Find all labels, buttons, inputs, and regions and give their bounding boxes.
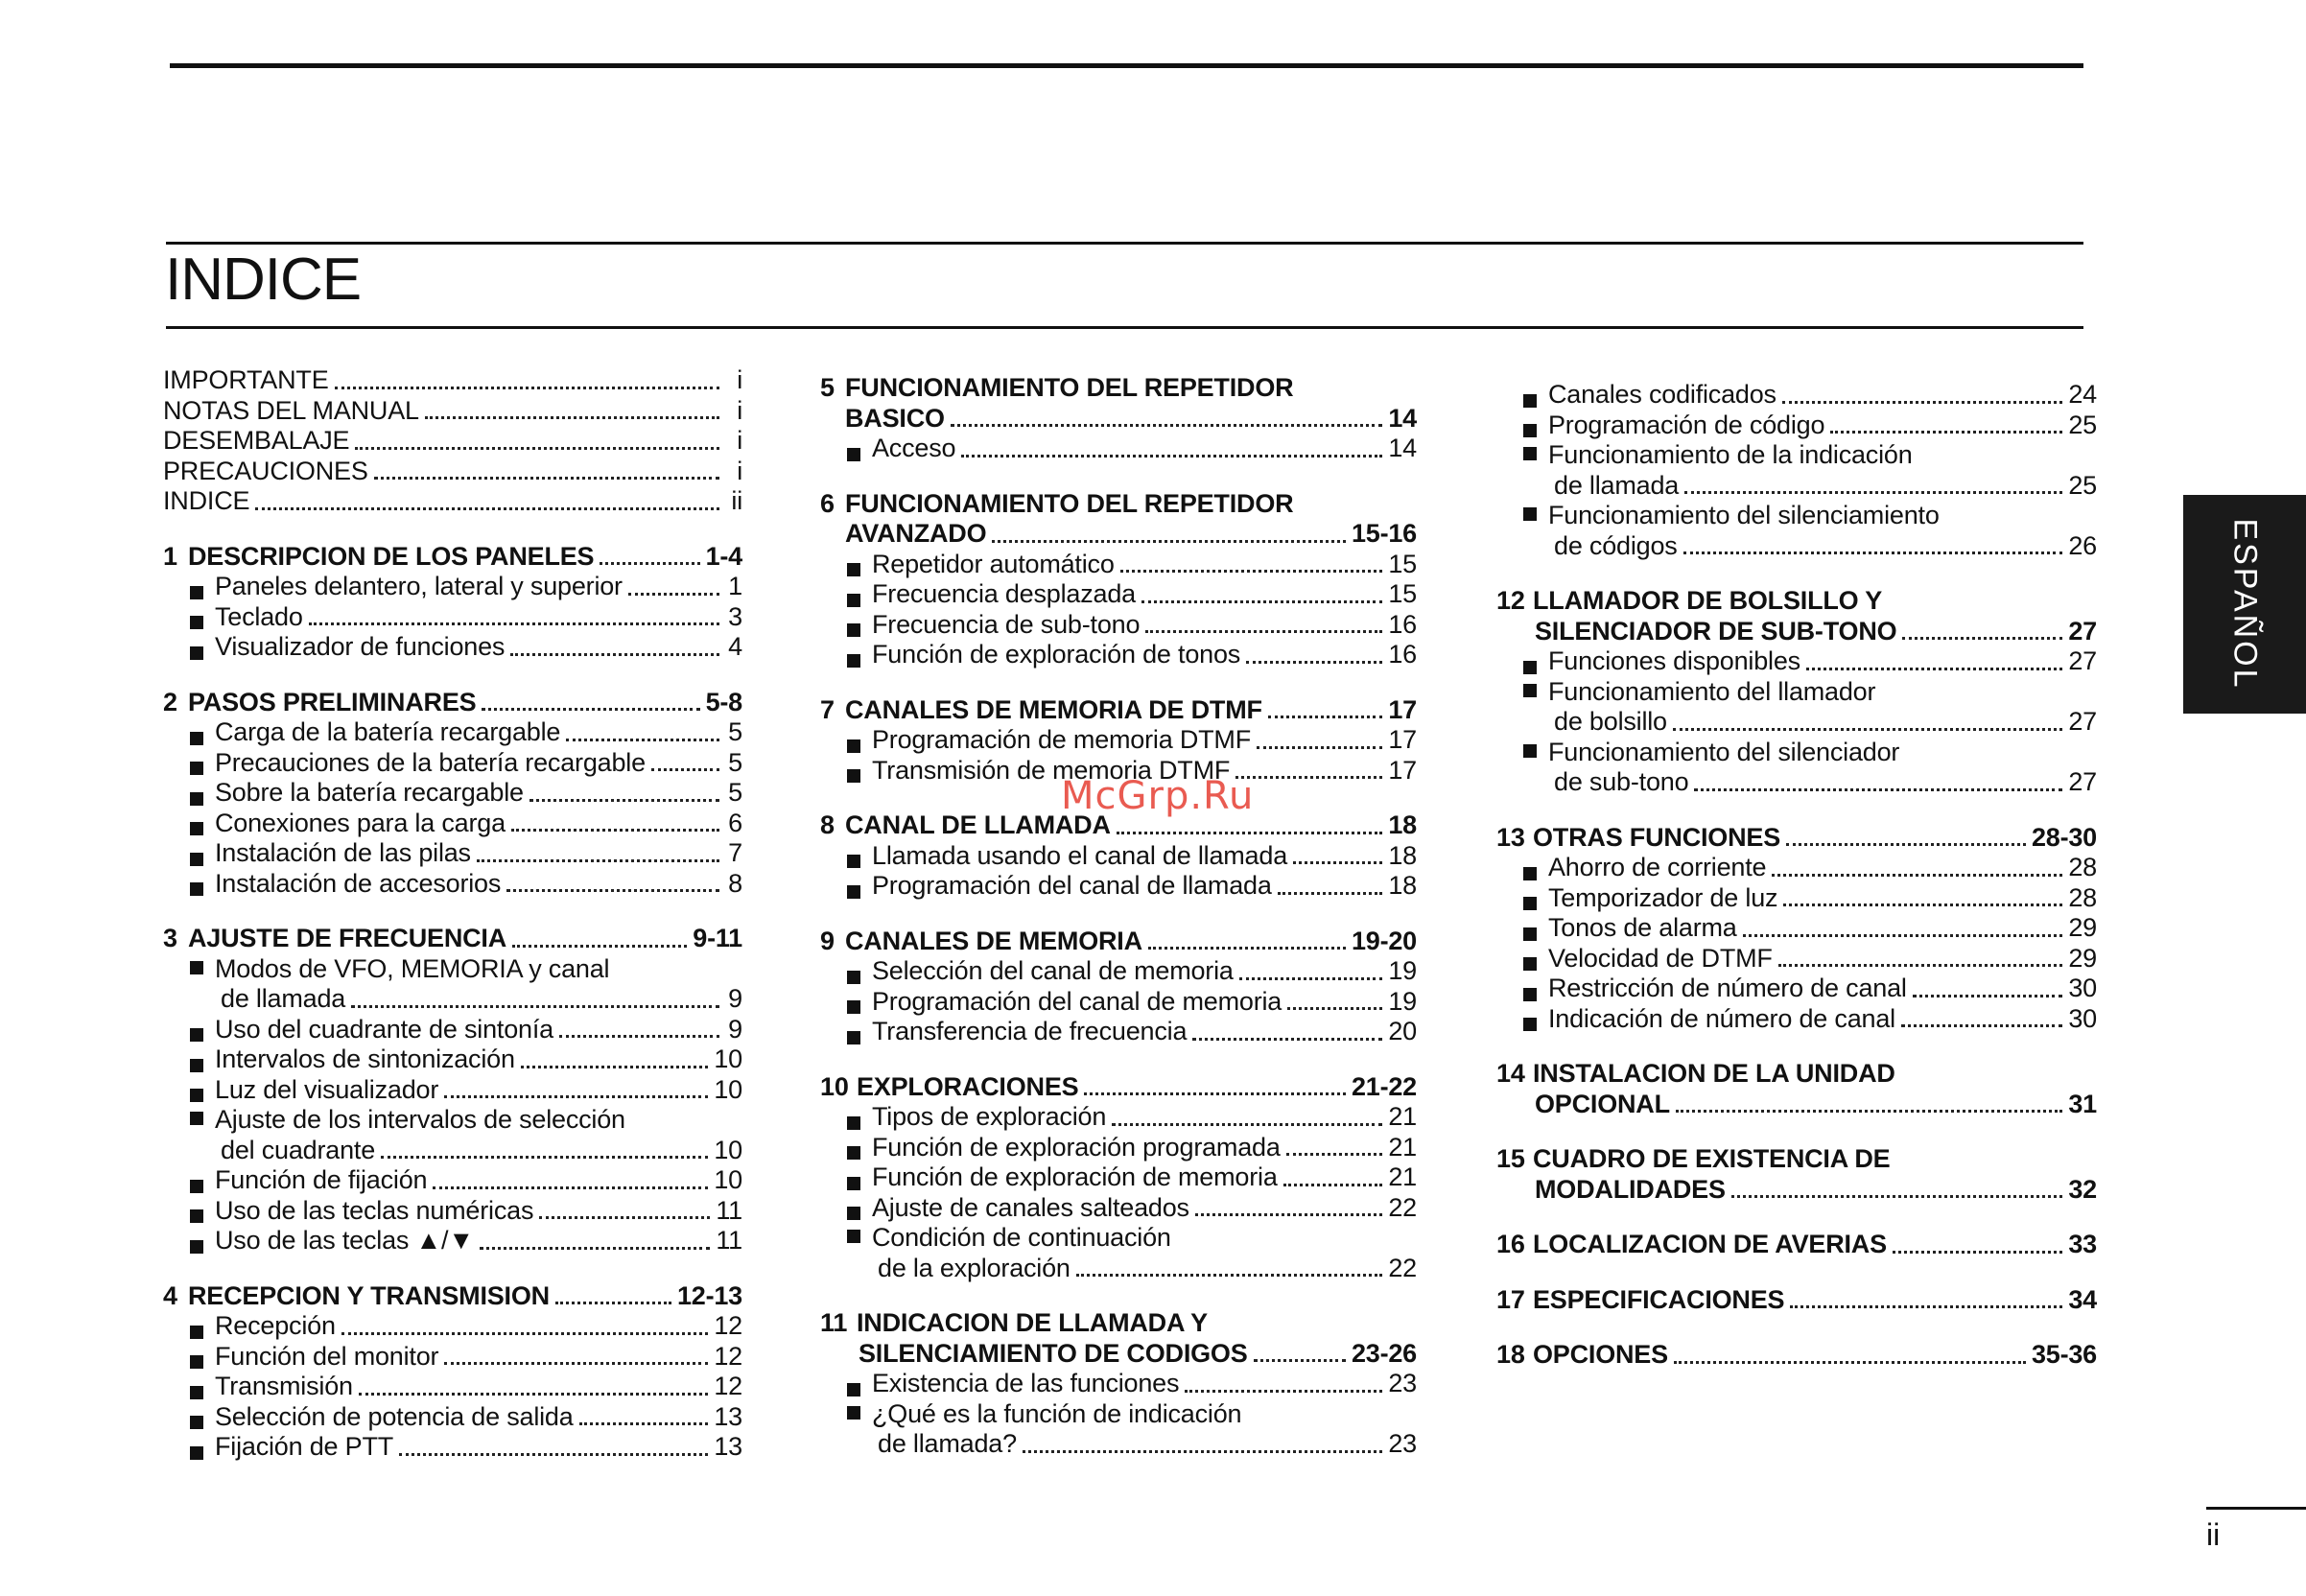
toc-subentry[interactable]: Funciones disponibles 27 (1496, 646, 2097, 677)
toc-subentry-continuation[interactable]: de llamada 9 (221, 984, 742, 1013)
toc-subentry[interactable]: Transmisión 12 (163, 1372, 742, 1402)
toc-subentry[interactable]: Acceso 14 (820, 434, 1417, 464)
toc-subentry[interactable]: Sobre la batería recargable 5 (163, 778, 742, 809)
toc-entry[interactable]: IMPORTANTE i (163, 365, 742, 394)
toc-subentry[interactable]: Ahorro de corriente 28 (1496, 853, 2097, 883)
toc-subentry[interactable]: Frecuencia desplazada 15 (820, 579, 1417, 610)
toc-subentry[interactable]: Función de exploración de tonos 16 (820, 640, 1417, 670)
toc-subentry[interactable]: Uso del cuadrante de sintonía 9 (163, 1015, 742, 1045)
toc-subentry[interactable]: Velocidad de DTMF 29 (1496, 944, 2097, 974)
page-title: INDICE (165, 246, 362, 313)
toc-subentry[interactable]: Frecuencia de sub-tono 16 (820, 610, 1417, 641)
toc-subentry[interactable]: Funcionamiento del silenciador (1496, 738, 2097, 768)
watermark: McGrp.Ru (1061, 774, 1255, 818)
section-heading-16[interactable]: 16 LOCALIZACION DE AVERIAS 33 (1496, 1230, 2097, 1258)
toc-subentry[interactable]: Tipos de exploración 21 (820, 1102, 1417, 1133)
toc-subentry[interactable]: Tonos de alarma 29 (1496, 913, 2097, 944)
toc-subentry[interactable]: Canales codificados 24 (1496, 380, 2097, 411)
toc-column-middle (820, 373, 1417, 1460)
top-rule (170, 63, 2083, 68)
toc-subentry[interactable]: ¿Qué es la función de indicación (820, 1399, 1417, 1430)
toc-subentry[interactable]: Recepción 12 (163, 1311, 742, 1342)
section-heading-6[interactable]: 6 FUNCIONAMIENTO DEL REPETIDOR (820, 488, 1294, 518)
section-heading-6-cont[interactable]: AVANZADO 15-16 (845, 519, 1417, 548)
toc-subentry[interactable]: Transferencia de frecuencia 20 (820, 1017, 1417, 1047)
section-heading-15-cont[interactable]: MODALIDADES 32 (1535, 1174, 2097, 1204)
toc-subentry[interactable]: Precauciones de la batería recargable 5 (163, 748, 742, 779)
section-heading-12[interactable]: 12 LLAMADOR DE BOLSILLO Y (1496, 586, 1883, 615)
toc-subentry[interactable]: Funcionamiento de la indicación (1496, 440, 2097, 471)
toc-subentry[interactable]: Temporizador de luz 28 (1496, 883, 2097, 914)
toc-subentry[interactable]: Programación del canal de llamada 18 (820, 871, 1417, 902)
section-heading-11[interactable]: 11 INDICACION DE LLAMADA Y (820, 1308, 1208, 1337)
section-heading-18[interactable]: 18 OPCIONES 35-36 (1496, 1340, 2097, 1369)
toc-subentry[interactable]: Fijación de PTT 13 (163, 1432, 742, 1463)
section-heading-13[interactable]: 13 OTRAS FUNCIONES 28-30 (1496, 822, 2097, 852)
toc-subentry[interactable]: Función de fijación 10 (163, 1165, 742, 1196)
section-heading-2[interactable]: 2 PASOS PRELIMINARES 5-8 (163, 687, 742, 716)
toc-subentry-continuation[interactable]: del cuadrante 10 (221, 1135, 742, 1164)
toc-subentry[interactable]: Repetidor automático 15 (820, 550, 1417, 580)
toc-subentry-continuation[interactable]: de llamada? 23 (878, 1429, 1417, 1458)
toc-subentry[interactable]: Función de exploración de memoria 21 (820, 1162, 1417, 1193)
toc-subentry[interactable]: Programación de memoria DTMF 17 (820, 725, 1417, 756)
toc-subentry[interactable]: Función de exploración programada 21 (820, 1133, 1417, 1163)
section-heading-5[interactable]: 5 FUNCIONAMIENTO DEL REPETIDOR (820, 373, 1294, 402)
toc-subentry[interactable]: Intervalos de sintonización 10 (163, 1044, 742, 1075)
toc-subentry[interactable]: Funcionamiento del llamador (1496, 677, 2097, 708)
toc-subentry[interactable]: Instalación de las pilas 7 (163, 838, 742, 869)
section-heading-9[interactable]: 9 CANALES DE MEMORIA 19-20 (820, 926, 1417, 955)
toc-subentry[interactable]: Carga de la batería recargable 5 (163, 717, 742, 748)
toc-subentry[interactable]: Llamada usando el canal de llamada 18 (820, 841, 1417, 872)
toc-subentry[interactable]: Funcionamiento del silenciamiento (1496, 501, 2097, 531)
toc-column-left (163, 365, 742, 1463)
toc-subentry[interactable]: Selección del canal de memoria 19 (820, 956, 1417, 987)
toc-subentry[interactable]: Existencia de las funciones 23 (820, 1369, 1417, 1399)
section-heading-15[interactable]: 15 CUADRO DE EXISTENCIA DE (1496, 1144, 1891, 1173)
section-heading-1[interactable]: 1 DESCRIPCION DE LOS PANELES 1-4 (163, 541, 742, 571)
section-heading-14[interactable]: 14 INSTALACION DE LA UNIDAD (1496, 1059, 1895, 1088)
title-rule-bottom (166, 326, 2083, 329)
toc-subentry[interactable]: Programación de código 25 (1496, 411, 2097, 441)
section-heading-10[interactable]: 10 EXPLORACIONES 21-22 (820, 1071, 1417, 1101)
toc-entry[interactable]: DESEMBALAJE i (163, 426, 742, 455)
section-heading-14-cont[interactable]: OPCIONAL 31 (1535, 1089, 2097, 1118)
toc-subentry[interactable]: Conexiones para la carga 6 (163, 809, 742, 839)
toc-subentry-continuation[interactable]: de bolsillo 27 (1554, 707, 2097, 736)
toc-entry[interactable]: PRECAUCIONES i (163, 456, 742, 485)
title-rule-top (166, 242, 2083, 245)
section-heading-3[interactable]: 3 AJUSTE DE FRECUENCIA 9-11 (163, 924, 742, 952)
toc-subentry[interactable]: Transmisión de memoria DTMF 17 (820, 756, 1417, 786)
toc-subentry[interactable]: Ajuste de canales salteados 22 (820, 1193, 1417, 1224)
toc-subentry[interactable]: Visualizador de funciones 4 (163, 632, 742, 663)
toc-subentry-continuation[interactable]: de códigos 26 (1554, 530, 2097, 560)
section-heading-5-cont[interactable]: BASICO 14 (845, 403, 1417, 433)
toc-subentry[interactable]: Luz del visualizador 10 (163, 1075, 742, 1106)
page-number: ii (2206, 1517, 2221, 1552)
section-heading-8[interactable]: 8 CANAL DE LLAMADA 18 (820, 810, 1417, 839)
toc-entry[interactable]: INDICE ii (163, 486, 742, 515)
toc-subentry[interactable]: Selección de potencia de salida 13 (163, 1402, 742, 1433)
language-tab: ESPAÑOL (2183, 495, 2306, 714)
toc-subentry[interactable]: Paneles delantero, lateral y superior 1 (163, 572, 742, 602)
toc-subentry[interactable]: Programación del canal de memoria 19 (820, 987, 1417, 1018)
toc-subentry[interactable]: Condición de continuación (820, 1223, 1417, 1254)
toc-subentry[interactable]: Uso de las teclas ▲/▼ 11 (163, 1226, 742, 1256)
toc-subentry[interactable]: Teclado 3 (163, 602, 742, 633)
toc-subentry[interactable]: Restricción de número de canal 30 (1496, 974, 2097, 1004)
toc-subentry[interactable]: Ajuste de los intervalos de selección (163, 1105, 742, 1136)
toc-subentry-continuation[interactable]: de sub-tono 27 (1554, 767, 2097, 796)
section-heading-11-cont[interactable]: SILENCIAMIENTO DE CODIGOS 23-26 (859, 1338, 1417, 1368)
toc-subentry[interactable]: Instalación de accesorios 8 (163, 869, 742, 900)
toc-subentry-continuation[interactable]: de llamada 25 (1554, 470, 2097, 500)
section-heading-4[interactable]: 4 RECEPCION Y TRANSMISION 12-13 (163, 1280, 742, 1310)
section-heading-7[interactable]: 7 CANALES DE MEMORIA DE DTMF 17 (820, 694, 1417, 724)
toc-subentry-continuation[interactable]: de la exploración 22 (878, 1253, 1417, 1282)
section-heading-17[interactable]: 17 ESPECIFICACIONES 34 (1496, 1284, 2097, 1314)
toc-column-right (1496, 380, 2097, 1371)
toc-subentry[interactable]: Uso de las teclas numéricas 11 (163, 1196, 742, 1227)
toc-entry[interactable]: NOTAS DEL MANUAL i (163, 395, 742, 425)
toc-subentry[interactable]: Función del monitor 12 (163, 1342, 742, 1373)
page-number-rule (2206, 1507, 2306, 1510)
section-heading-12-cont[interactable]: SILENCIADOR DE SUB-TONO 27 (1535, 616, 2097, 645)
toc-subentry[interactable]: Modos de VFO, MEMORIA y canal (163, 954, 742, 985)
toc-subentry[interactable]: Indicación de número de canal 30 (1496, 1004, 2097, 1035)
